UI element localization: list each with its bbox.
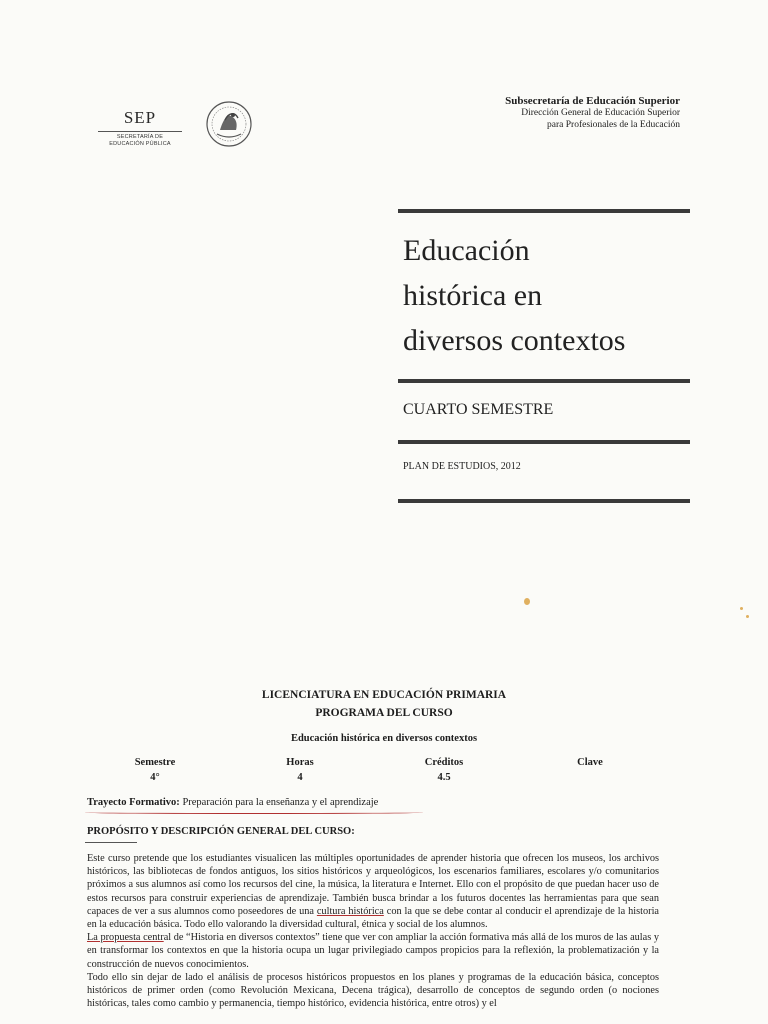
col-semestre-value: 4° xyxy=(150,772,160,783)
handwritten-underline xyxy=(85,841,137,843)
semester-rule xyxy=(398,440,690,444)
scan-speck xyxy=(746,615,749,618)
paragraph-1 xyxy=(87,852,659,931)
col-clave-label: Clave xyxy=(577,757,603,768)
title-line-2: histórica en xyxy=(403,279,543,312)
scan-speck xyxy=(740,607,743,610)
sep-logo-text: SEP xyxy=(123,108,157,127)
handwritten-underline xyxy=(85,811,423,814)
paragraph-2-text: al de “Historia en diversos contextos” tiene que ver con ampliar la acción formativa más allá de los muros de las aulas y en transformar los contextos en que la historia ocupa un lugar privilegiado campos propicios para la reflexión, la problematización y la construcción de nuevos conocimientos. xyxy=(87,932,659,970)
title-rule-middle xyxy=(398,379,690,383)
trayecto-label: Trayecto Formativo: xyxy=(87,797,180,808)
paragraph-1-underlined: cultura histórica xyxy=(316,905,384,917)
col-creditos-label: Créditos xyxy=(424,757,464,768)
title-line-3: diversos contextos xyxy=(403,324,626,357)
institution-main: Subsecretaría de Educación Superior xyxy=(505,95,680,107)
sep-logo xyxy=(98,108,182,148)
institution-block xyxy=(505,95,680,131)
paragraph-1-text-a: Este curso pretende que los estudiantes visualicen las múltiples oportunidades de aprender historia que ofrecen los museos, los archivos históricos, las bibliotecas de fondos antiguos, los sitios históricos y arqueológicos, los escenarios familiares, escolares y/o comunitarios próximos a sus alumnos así como los recursos del cine, la música, la literatura e Internet. Ello con el propósito de que puedan hacer uso de estos recursos para construir experiencias de aprendizaje. También busca brindar a los futuros docentes las herramientas para que sean capaces de ver a sus alumnos como poseedores de una xyxy=(87,853,659,917)
title-line-1: Educación xyxy=(403,234,530,267)
paragraph-2 xyxy=(87,931,659,971)
sep-logo-rule xyxy=(98,131,182,132)
semester-label: CUARTO SEMESTRE xyxy=(403,401,554,418)
course-description xyxy=(87,852,659,1010)
institution-line-2: Dirección General de Educación Superior xyxy=(521,108,680,118)
sep-logo-sub-2: EDUCACIÓN PÚBLICA xyxy=(109,141,171,147)
sep-logo-sub-1: SECRETARÍA DE xyxy=(116,134,164,140)
national-seal-icon xyxy=(205,100,253,148)
col-horas-value: 4 xyxy=(297,772,303,783)
trayecto-formativo xyxy=(87,797,378,808)
course-name: Educación histórica en diversos contextos xyxy=(290,733,478,744)
plan-rule xyxy=(398,499,690,503)
scan-speck xyxy=(524,598,530,605)
col-creditos-value: 4.5 xyxy=(437,772,451,783)
trayecto-value: Preparación para la enseñanza y el aprendizaje xyxy=(182,797,379,808)
col-semestre-label: Semestre xyxy=(134,757,176,768)
paragraph-1-text-b: con la que se debe contar al conducir el aprendizaje de la historia en la educación básica. Todo ello valorando la diversidad cultural, étnica y social de los alumnos. xyxy=(87,905,659,931)
institution-line-3: para Profesionales de la Educación xyxy=(547,120,680,130)
program-heading: PROGRAMA DEL CURSO xyxy=(315,707,453,719)
paragraph-2-underlined: La propuesta centr xyxy=(87,932,164,944)
plan-label: PLAN DE ESTUDIOS, 2012 xyxy=(403,461,521,472)
degree-heading: LICENCIATURA EN EDUCACIÓN PRIMARIA xyxy=(261,689,507,701)
paragraph-3: Todo ello sin dejar de lado el análisis de procesos históricos propuestos en los planes y programas de la educación básica, conceptos históricos de primer orden (como Revolución Mexicana, Decena trágica), desarrollo de conceptos de segundo orden (o nociones históricas, tales como cambio y permanencia, tiempo histórico, evidencia histórica, entre otros) y el xyxy=(87,971,659,1010)
title-rule-top xyxy=(398,209,690,213)
document-title xyxy=(403,228,693,363)
purpose-heading: PROPÓSITO Y DESCRIPCIÓN GENERAL DEL CURSO: xyxy=(87,826,355,837)
col-horas-label: Horas xyxy=(286,757,314,768)
